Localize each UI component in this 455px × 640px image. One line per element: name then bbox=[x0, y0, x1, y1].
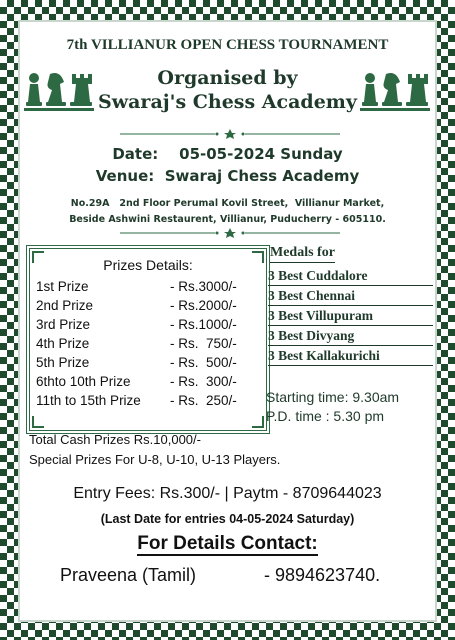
starting-time: Starting time: 9.30am bbox=[266, 389, 400, 405]
prize-amount: - Rs. 500/- bbox=[170, 355, 237, 370]
details-heading bbox=[0, 533, 455, 555]
date-label: Date: bbox=[112, 145, 159, 163]
details-heading-text: For Details Contact: bbox=[137, 533, 318, 554]
prize-label: 4th Prize bbox=[36, 336, 90, 351]
prize-label: 1st Prize bbox=[36, 279, 89, 294]
prize-label: 11th to 15th Prize bbox=[36, 393, 141, 408]
prize-amount: - Rs. 300/- bbox=[170, 374, 237, 389]
prizes-title: Prizes Details: bbox=[103, 257, 193, 273]
venue-label: Venue: bbox=[95, 167, 155, 185]
address-line-1: No.29A 2nd Floor Perumal Kovil Street, Villianur Market, bbox=[70, 198, 385, 209]
organised-by-text: Organised by bbox=[157, 67, 298, 89]
medals-title: Medals for bbox=[270, 245, 335, 263]
total-cash-prizes: Total Cash Prizes Rs.10,000/- bbox=[29, 432, 201, 447]
prize-label: 6thto 10th Prize bbox=[36, 374, 131, 389]
tournament-title: 7th VILLIANUR OPEN CHESS TOURNAMENT bbox=[66, 37, 389, 53]
venue-row bbox=[0, 167, 455, 185]
medal-item: 3 Best Villupuram bbox=[268, 308, 433, 326]
medal-item: 3 Best Cuddalore bbox=[268, 268, 433, 286]
star-divider-icon bbox=[80, 129, 380, 139]
venue-value: Swaraj Chess Academy bbox=[164, 167, 360, 185]
prize-row bbox=[36, 317, 262, 335]
prize-row bbox=[36, 298, 262, 316]
prize-amount: - Rs.2000/- bbox=[170, 298, 237, 313]
corner-ornament bbox=[32, 416, 44, 428]
special-prizes: Special Prizes For U-8, U-10, U-13 Players. bbox=[29, 452, 281, 467]
contact-phone: - 9894623740. bbox=[264, 565, 381, 585]
contact-name: Praveena (Tamil) bbox=[60, 565, 197, 585]
medal-item: 3 Best Divyang bbox=[268, 328, 433, 346]
prize-row bbox=[36, 336, 262, 354]
prize-label: 5th Prize bbox=[36, 355, 90, 370]
entry-fees: Entry Fees: Rs.300/- | Paytm - 8709644023 bbox=[73, 485, 382, 502]
corner-ornament bbox=[252, 416, 264, 428]
star-divider-icon bbox=[80, 228, 380, 238]
prize-amount: - Rs.3000/- bbox=[170, 279, 237, 294]
prize-row bbox=[36, 393, 262, 411]
prize-amount: - Rs. 250/- bbox=[170, 393, 237, 408]
prize-row bbox=[36, 279, 262, 297]
prize-label: 3rd Prize bbox=[36, 317, 91, 332]
address-line-2: Beside Ashwini Restaurent, Villianur, Puducherry - 605110. bbox=[69, 214, 386, 225]
prize-row bbox=[36, 374, 262, 392]
prizes-panel bbox=[26, 245, 270, 434]
prize-row bbox=[36, 355, 262, 373]
medal-item: 3 Best Kallakurichi bbox=[268, 348, 433, 366]
academy-name: Swaraj's Chess Academy bbox=[98, 91, 357, 113]
date-value: 05-05-2024 Sunday bbox=[179, 145, 343, 163]
organiser-block bbox=[0, 66, 455, 114]
prize-amount: - Rs.1000/- bbox=[170, 317, 237, 332]
prize-amount: - Rs. 750/- bbox=[170, 336, 237, 351]
prize-label: 2nd Prize bbox=[36, 298, 94, 313]
medal-item: 3 Best Chennai bbox=[268, 288, 433, 306]
date-row bbox=[0, 145, 455, 163]
last-date: (Last Date for entries 04-05-2024 Saturday) bbox=[100, 512, 355, 526]
pd-time: P.D. time : 5.30 pm bbox=[266, 408, 385, 424]
